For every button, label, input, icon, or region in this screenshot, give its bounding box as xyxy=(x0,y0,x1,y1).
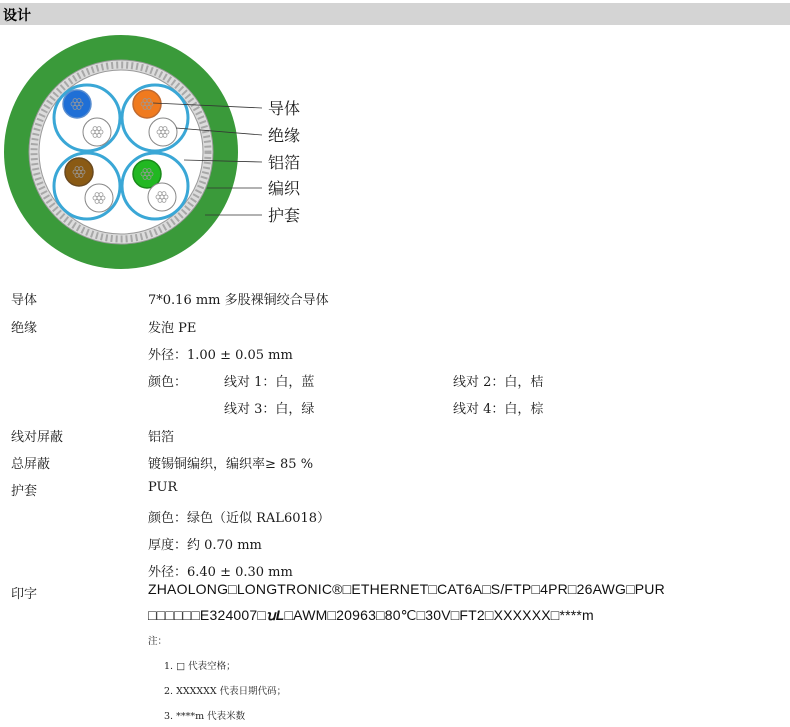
cable-cross-section-diagram xyxy=(0,30,360,272)
overall-shield-label: 总屏蔽 xyxy=(11,457,51,472)
pair-2 xyxy=(122,85,188,151)
note-1: 1. □ 代表空格； xyxy=(164,661,236,672)
pair-4-color: 线对 4：白，棕 xyxy=(453,402,544,417)
pair-1 xyxy=(54,85,120,151)
conductor-label: 导体 xyxy=(11,293,38,308)
pair-4-white-core xyxy=(148,183,176,211)
pair-1-color: 线对 1：白，蓝 xyxy=(224,375,315,390)
pair-1-white-core xyxy=(83,118,111,146)
jacket-label: 护套 xyxy=(11,484,38,499)
marking-line-2 xyxy=(148,606,594,625)
pair-4 xyxy=(122,153,188,219)
insulation-label: 绝缘 xyxy=(11,321,38,336)
pair-3-color: 线对 3：白，绿 xyxy=(224,402,315,417)
jacket-color: 颜色：绿色（近似 RAL6018） xyxy=(148,511,331,526)
section-header xyxy=(0,3,790,25)
label-jacket: 护套 xyxy=(268,206,301,225)
section-title: 设计 xyxy=(3,8,31,24)
jacket-material: PUR xyxy=(148,480,178,495)
pair-2-color: 线对 2：白，桔 xyxy=(453,375,544,390)
pair-3-white-core xyxy=(85,184,113,212)
conductor-value: 7*0.16 mm 多股裸铜绞合导体 xyxy=(148,293,329,308)
pair-3-brown-core xyxy=(65,158,93,186)
pair-shield-label: 线对屏蔽 xyxy=(11,430,64,445)
marking-label: 印字 xyxy=(11,587,38,602)
marking-line-2-part-a: □□□□□□E324007□ xyxy=(148,607,267,623)
pair-1-blue-core xyxy=(63,90,91,118)
note-2: 2. XXXXXX 代表日期代码； xyxy=(164,686,287,697)
ul-logo-icon: ꭒL xyxy=(266,607,285,623)
label-conductor: 导体 xyxy=(268,99,301,118)
insulation-od: 外径：1.00 ± 0.05 mm xyxy=(148,348,293,363)
label-foil: 铝箔 xyxy=(268,153,301,172)
pair-2-orange-core xyxy=(133,90,161,118)
label-insulation: 绝缘 xyxy=(268,126,301,145)
note-3: 3. ****m 代表米数 xyxy=(164,711,246,722)
jacket-od: 外径：6.40 ± 0.30 mm xyxy=(148,565,293,580)
insulation-color-label: 颜色： xyxy=(148,375,188,390)
marking-line-2-part-b: □AWM□20963□80℃□30V□FT2□XXXXXX□****m xyxy=(284,607,594,623)
pair-3 xyxy=(54,153,120,219)
overall-shield-value: 镀锡铜编织，编织率≥ 85 % xyxy=(148,457,314,472)
jacket-thickness: 厚度：约 0.70 mm xyxy=(148,538,262,553)
pair-2-white-core xyxy=(149,118,177,146)
label-braid: 编织 xyxy=(268,179,301,198)
pair-shield-value: 铝箔 xyxy=(148,430,175,445)
marking-line-1: ZHAOLONG□LONGTRONIC®□ETHERNET□CAT6A□S/FTP□4PR□26AWG□PUR xyxy=(148,581,665,597)
insulation-material: 发泡 PE xyxy=(148,321,197,336)
notes-title: 注： xyxy=(148,636,168,647)
